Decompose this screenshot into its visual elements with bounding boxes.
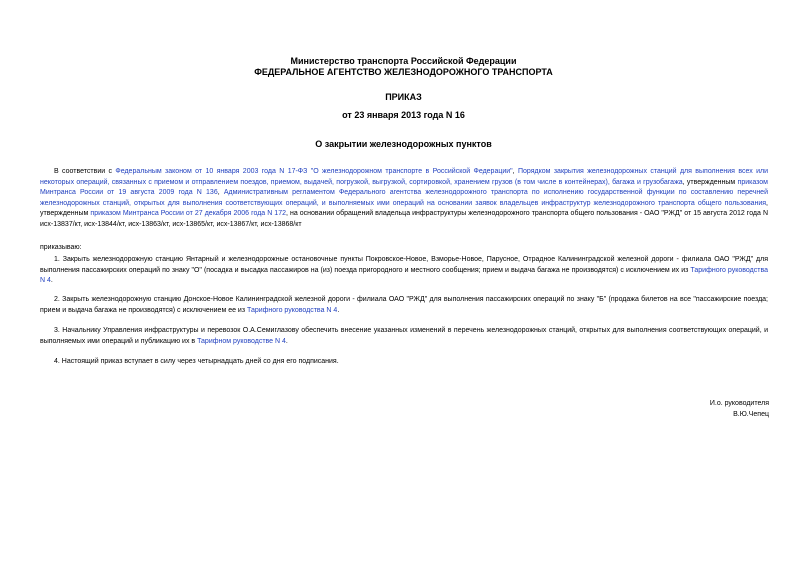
agency-title: ФЕДЕРАЛЬНОЕ АГЕНТСТВО ЖЕЛЕЗНОДОРОЖНОГО ТРАНСПОРТА [254,67,553,77]
preamble-text: В соответствии с [54,168,116,175]
document-type: ПРИКАЗ [385,92,422,102]
item-2-text: 2. Закрыть железнодорожную станцию Донское-Новое Калининградской железной дороги - филиала ОАО "РЖД" для выполнения пассажирских операций по знаку "Б" (продажа билетов на все "пассажирские поезда; прием и выдача багажа не производятся) с исключением ее из [40,296,768,314]
signatory-position: И.о. руководителя [709,400,769,407]
item-3-text: 3. Начальнику Управления инфраструктуры и перевозок О.А.Семиглазову обеспечить внесение указанных изменений в перечень железнодорожных станций, открытых для выполнения соответствующих операций, и выполняемых ими операций и публикацию их в [40,327,768,345]
preamble-text: , [217,189,224,196]
item-3 [40,326,768,347]
admin-regulation-link[interactable]: Административным регламентом Федерального агентства железнодорожного транспорта по исполнению государственной функции по составлению перечней железнодорожных станций, открытых для выполнения соответствующих операций, и выполняемых ими операций на основании заявок владельцев инфраструктур железнодорожного транспорта общего пользования [40,189,768,207]
item-4: 4. Настоящий приказ вступает в силу через четырнадцать дней со дня его подписания. [54,358,339,365]
tariff-guide-link[interactable]: Тарифного руководства N 4 [40,266,768,284]
preamble-text: , утвержденным [40,199,768,217]
preamble-text: , утвержденным [682,178,738,186]
document-date-number: от 23 января 2013 года N 16 [342,110,465,120]
item-2-end: . [337,306,340,314]
document-subject: О закрытии железнодорожных пунктов [315,139,492,149]
item-1-text: 1. Закрыть железнодорожную станцию Янтарный и железнодорожные остановочные пункты Покровское-Новое, Взморье-Новое, Парусное, Отрадное Калининградской железной дороги - филиала ОАО "РЖД" для выполнения пассажирских операций по знаку "О" (посадка и высадка пассажиров на (из) поезда пригородного и местного сообщения; прием и выдача багажа не производятся) с исключением их из [40,256,768,274]
order-136-link[interactable]: приказом Минтранса России от 19 августа 2009 года N 136 [40,178,768,196]
federal-law-link[interactable]: Федеральным законом от 10 января 2003 года N 17-ФЗ "О железнодорожном транспорте в Российской Федерации" [115,168,513,175]
ministry-title: Министерство транспорта Российской Федерации [290,56,517,66]
signatory-name: В.Ю.Чепец [733,411,769,418]
closure-procedure-link[interactable]: Порядком закрытия железнодорожных станций для выполнения всех или некоторых операций, связанных с приемом и отправлением поездов, приемом, выдачей, погрузкой, выгрузкой, сортировкой, хранением грузов (в том числе в контейнерах), багажа и грузобагажа [40,168,769,186]
preamble-paragraph [40,167,768,230]
item-2 [40,295,768,316]
tariff-guide-link[interactable]: Тарифном руководстве N 4 [197,337,286,345]
item-1 [40,255,768,287]
item-3-end: . [285,337,288,345]
order-172-link[interactable]: приказом Минтранса России от 27 декабря 2006 года N 172 [90,210,286,217]
item-1-end: . [50,277,53,284]
preamble-text: , [512,168,518,175]
tariff-guide-link[interactable]: Тарифного руководства N 4 [247,306,338,314]
order-word: приказываю: [40,244,82,251]
preamble-text: , на основании обращений владельца инфраструктуры железнодорожного транспорта общего пользования - ОАО "РЖД" от 15 августа 2012 года N исх-13837/кт, исх-13844/кт, исх-13863/кт, исх-13865/кт, исх-13867/кт, исх-13868/кт [40,210,768,228]
